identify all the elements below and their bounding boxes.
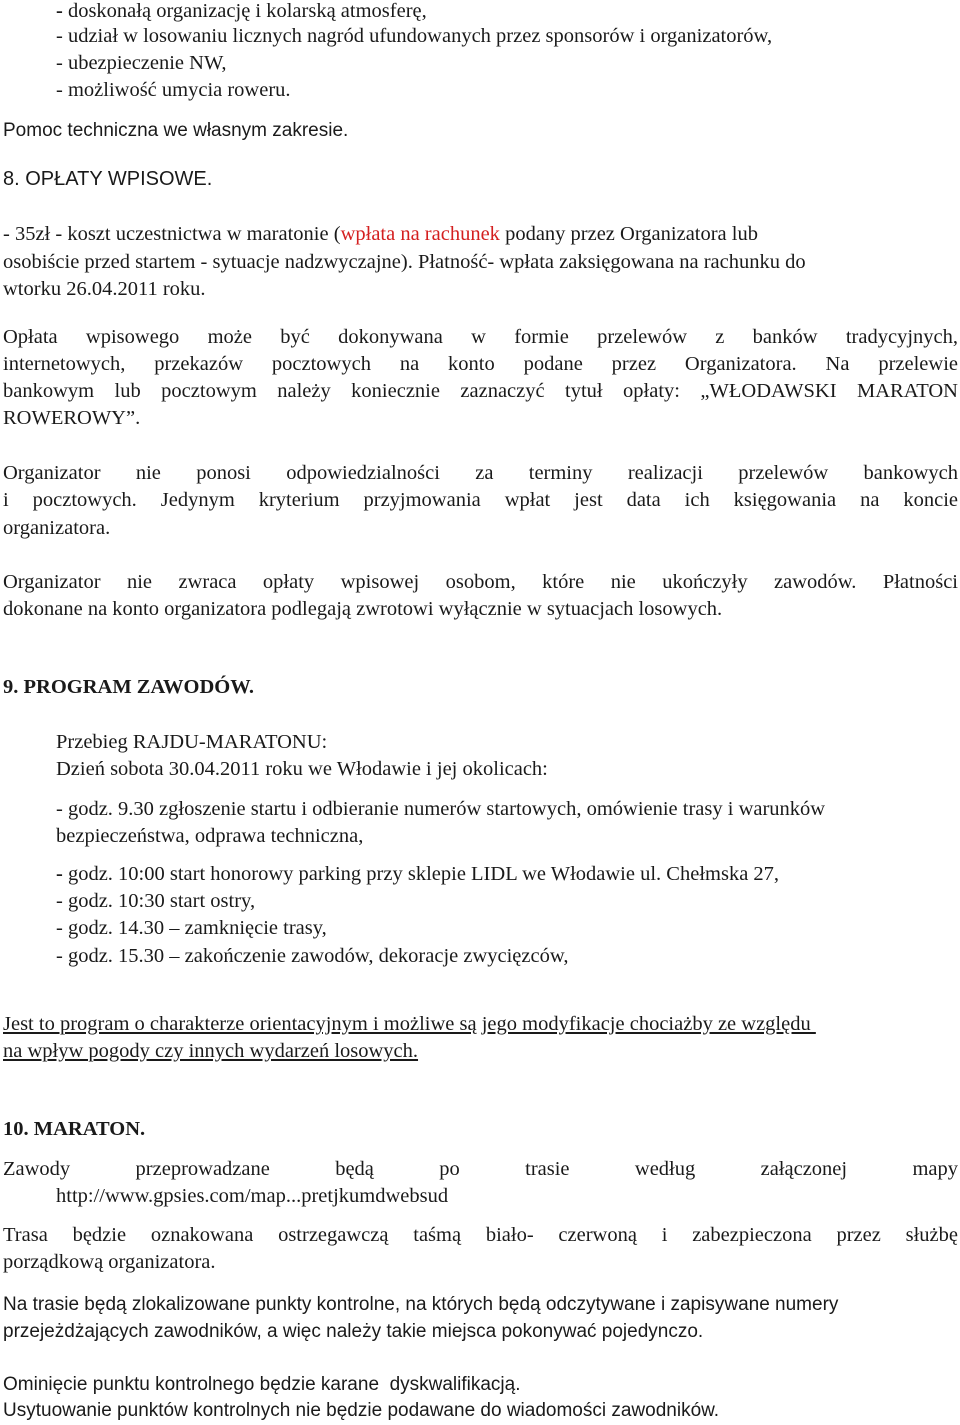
refund-paragraph-line: Organizator nie zwraca opłaty wpisowej osobom, które nie ukończyły zawodów. Płatności [3, 571, 958, 593]
payment-paragraph-line: bankowym lub pocztowym należy koniecznie zaznaczyć tytuł opłaty: „WŁODAWSKI MARATON [3, 380, 958, 402]
schedule-text: godz. 10:00 start honorowy parking przy sklepie LIDL we Włodawie ul. Chełmska 27, [62, 863, 780, 885]
liability-paragraph-line: i pocztowych. Jedynym kryterium przyjmowania wpłat jest data ich księgowania na koncie [3, 489, 958, 511]
list-item: - ubezpieczenie NW, [56, 52, 227, 74]
schedule-item-continuation: bezpieczeństwa, odprawa techniczna, [56, 825, 364, 847]
payment-paragraph-line: ROWEROWY”. [3, 407, 141, 429]
route-map-link[interactable]: http://www.gpsies.com/map...pretjkumdwebsud [56, 1185, 449, 1207]
fee-highlight: wpłata na rachunek [340, 223, 500, 245]
program-note-line: na wpływ pogody czy innych wydarzeń losowych. [3, 1040, 419, 1062]
checkpoint-location-line: Usytuowanie punktów kontrolnych nie będzie podawane do wiadomości zawodników. [3, 1400, 720, 1421]
liability-paragraph-line: organizatora. [3, 517, 111, 539]
fee-paragraph-line [3, 221, 758, 248]
disqualification-line: Ominięcie punktu kontrolnego będzie karane dyskwalifikacją. [3, 1374, 521, 1395]
fee-paragraph-line: osobiście przed startem - sytuacje nadzwyczajne). Płatność- wpłata zaksięgowana na rachunku do [3, 251, 806, 273]
program-day: Dzień sobota 30.04.2011 roku we Włodawie i jej okolicach: [56, 758, 548, 780]
schedule-dash: - [56, 863, 63, 885]
checkpoint-paragraph-line: Na trasie będą zlokalizowane punkty kontrolne, na których będą odczytywane i zapisywane numery [3, 1294, 839, 1315]
fee-paragraph-line: wtorku 26.04.2011 roku. [3, 278, 206, 300]
section-10-heading: 10. MARATON. [3, 1118, 146, 1140]
section-9-heading: 9. PROGRAM ZAWODÓW. [3, 676, 254, 698]
schedule-item: - godz. 9.30 zgłoszenie startu i odbieranie numerów startowych, omówienie trasy i warunków [56, 798, 826, 820]
tech-help-text: Pomoc techniczna we własnym zakresie. [3, 120, 349, 141]
schedule-item: - godz. 15.30 – zakończenie zawodów, dekoracje zwycięzców, [56, 945, 569, 967]
schedule-item: - godz. 10:30 start ostry, [56, 890, 256, 912]
payment-paragraph-line: internetowych, przekazów pocztowych na konto podane przez Organizatora. Na przelewie [3, 353, 958, 375]
checkpoint-paragraph-line: przejeżdżających zawodników, a więc należy takie miejsca pokonywać pojedynczo. [3, 1321, 704, 1342]
marking-paragraph-line: porządkową organizatora. [3, 1251, 216, 1273]
section-8-heading: 8. OPŁATY WPISOWE. [3, 168, 213, 190]
fee-text: podany przez Organizatora lub [499, 223, 758, 245]
marking-paragraph-line: Trasa będzie oznakowana ostrzegawczą taśmą biało- czerwoną i zabezpieczona przez służbę [3, 1224, 958, 1246]
list-text: doskonałą organizację i kolarską atmosferę, [62, 0, 427, 22]
route-paragraph-line: Zawody przeprowadzane będą po trasie według załączonej mapy [3, 1158, 958, 1180]
list-item [56, 0, 427, 25]
liability-paragraph-line: Organizator nie ponosi odpowiedzialności za terminy realizacji przelewów bankowych [3, 462, 958, 484]
list-dash: - [56, 0, 63, 22]
payment-paragraph-line: Opłata wpisowego może być dokonywana w formie przelewów z banków tradycyjnych, [3, 326, 958, 348]
schedule-item [56, 861, 779, 888]
program-note-line: Jest to program o charakterze orientacyjnym i możliwe są jego modyfikacje chociażby ze względu [3, 1013, 816, 1035]
refund-paragraph-line: dokonane na konto organizatora podlegają zwrotowi wyłącznie w sytuacjach losowych. [3, 598, 723, 620]
schedule-item: - godz. 14.30 – zamknięcie trasy, [56, 917, 327, 939]
program-subtitle: Przebieg RAJDU-MARATONU: [56, 731, 328, 753]
fee-text: - 35zł - koszt uczestnictwa w maratonie ( [3, 223, 341, 245]
list-item: - udział w losowaniu licznych nagród ufundowanych przez sponsorów i organizatorów, [56, 25, 773, 47]
list-item: - możliwość umycia roweru. [56, 79, 291, 101]
